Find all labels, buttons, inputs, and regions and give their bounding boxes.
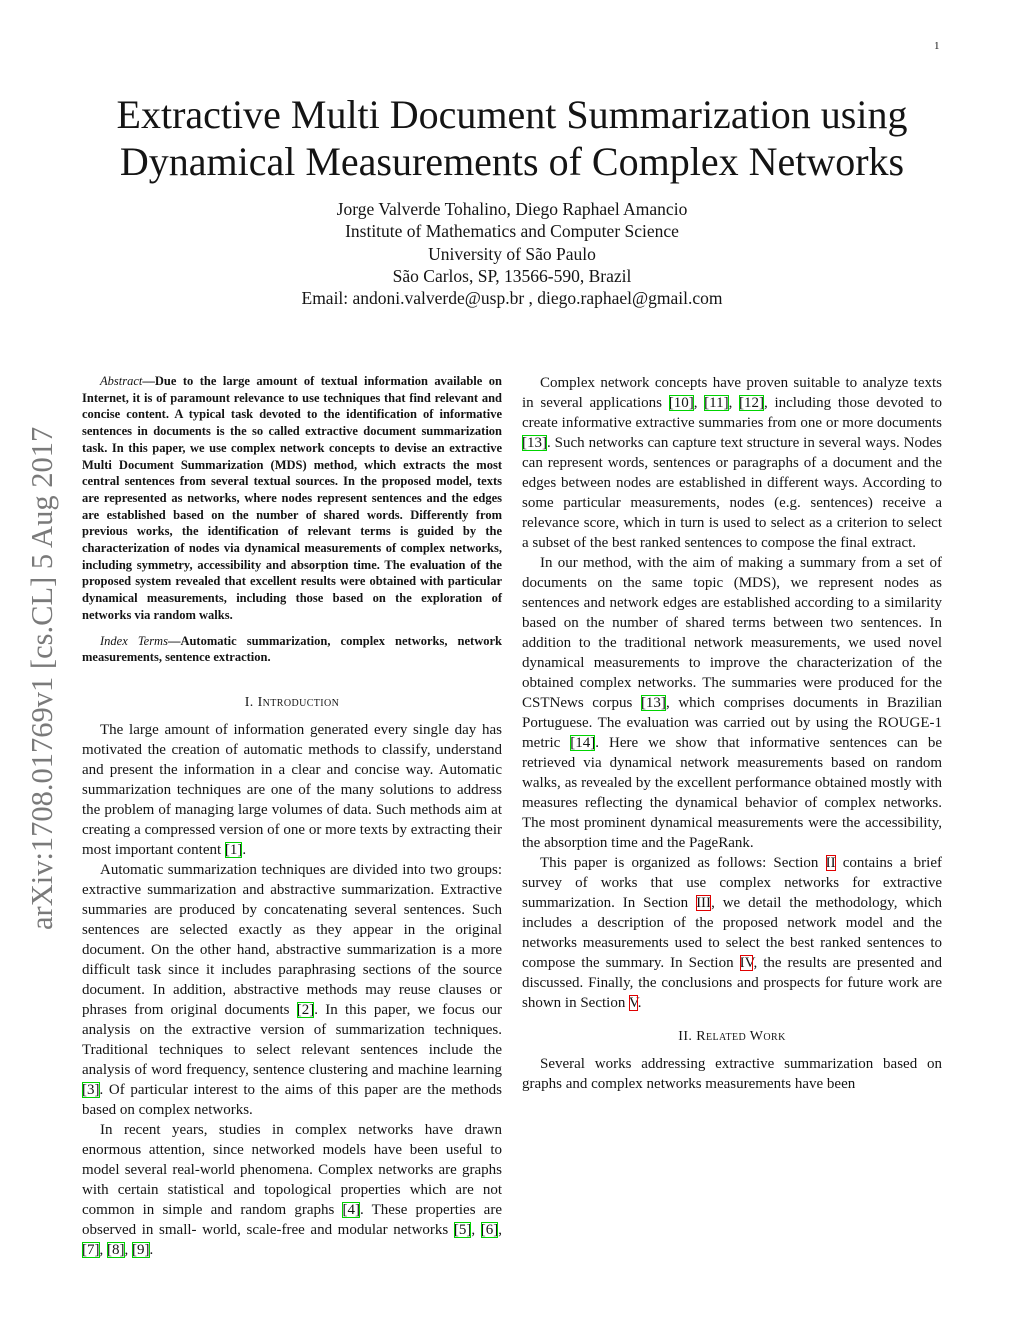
intro-paragraph-4: Complex network concepts have proven suitable to analyze texts in several applications [10], [11], [12], including those devoted to create informative extractive summaries from one or more documents [13]. Such networks can capture text structure in several ways. Nodes can represent words, sentences or paragraphs of a document and the edges between nodes are established in different ways. According to some particular measurements, nodes (e.g. sentences) receive a relevance score, which in turn is used to select as a criterion to select a subset of the best ranked sentences to compose the final extract. [522,375,943,551]
section-link[interactable]: III [696,895,712,911]
intro-text: In recent years, studies in complex networks have drawn enormous attention, since networked models have been useful to model several real-world phenomena. Complex networks are graphs with certain statistical and topological properties which are not common in simple and random graphs [82,1121,502,1218]
left-column [82,373,502,1260]
index-terms [82,633,502,666]
intro-text: . Such networks can capture text structure in several ways. Nodes can represent words, sentences or paragraphs of a document and the edges between nodes are established in different ways. According to some particular measurements, nodes (e.g. sentences) receive a relevance score, which in turn is used to select as a criterion to select a subset of the best ranked sentences to compose the final extract. [522,435,942,551]
intro-text: . [637,995,642,1011]
paper-title-line1: Extractive Multi Document Summarization using [116,92,908,137]
section-link[interactable]: IV [739,955,754,971]
intro-text: contains a brief survey of works that use complex networks for extractive summarization. In Section [522,855,942,911]
citation-link[interactable]: [11] [704,395,729,411]
intro-text: . These properties are observed in small- world, scale-free and modular networks [82,1201,502,1238]
abstract [82,373,502,624]
citation-link[interactable]: [9] [132,1241,150,1258]
intro-text: , we detail the methodology, which includes a description of the proposed network model and the networks measurements used to select the best ranked sentences to compose the summary. In Section [522,895,942,971]
citation-link[interactable]: [1] [224,841,243,858]
intro-paragraph-2 [82,860,502,1120]
intro-paragraph-3: In recent years, studies in complex networks have drawn enormous attention, since networked models have been useful to model several real-world phenomena. Complex networks are graphs with certain statistical and topological properties which are not common in simple and random graphs [4]. These properties are observed in small- world, scale-free and modular networks [5], [6], [7], [8], [9]. [82,1121,503,1258]
page-number: 1 [934,40,940,52]
citation-link[interactable]: [8] [107,1241,125,1258]
section-link[interactable]: V [628,995,638,1011]
intro-paragraph-6 [522,853,942,1013]
intro-text: . Here we show that informative sentences can be retrieved via dynamical network measurements based on random walks, as revealed by the excellent performance obtained mostly with measures reflecting the dynamical behavior of complex networks. The most prominent dynamical measurements were the accessibility, the absorption time and the PageRank. [522,735,942,851]
intro-text: The large amount of information generated every single day has motivated the creation of automatic methods to classify, understand and present the information in a clear and concise way. Automatic summarization techniques are one of the many solutions to address the problem of managing large volumes of data. Such methods aim at creating a compressed version of one or more texts by extracting their most important content [82,721,502,858]
intro-text: This paper is organized as follows: Section [540,855,826,871]
citation-link[interactable]: [12] [739,395,765,411]
citation-link[interactable]: [5] [453,1221,472,1238]
intro-text: Automatic summarization techniques are divided into two groups: extractive summarization and abstractive summarization. Extractive summaries are produced by concatenating several sentences. Such sentences are selected exactly as they appear in the original document. On the other hand, abstractive summarization is a more difficult task since it includes paraphrasing sections of the source document. In addition, abstractive methods may reuse clauses or phrases from original documents [82,861,502,1018]
right-column [522,373,942,1094]
section-link[interactable]: II [825,855,836,871]
author-location: São Carlos, SP, 13566-590, Brazil [392,265,632,286]
arxiv-identifier[interactable]: arXiv:1708.01769v1 [cs.CL] 5 Aug 2017 [25,426,59,930]
citation-link[interactable]: [2] [296,1001,315,1018]
abstract-text: —Due to the large amount of textual information available on Internet, it is of paramount relevance to use techniques that find relevant and concise content. A typical task devoted to the identification of informative sentences in documents is the so called extractive document summarization task. In this paper, we use complex network concepts to devise an extractive Multi Document Summarization (MDS) method, which extracts the most central sentences from several textual sources. In the proposed model, texts are represented as networks, where nodes represent sentences and the edges are established based on the number of shared words. Differently from previous works, the identification of relevant terms is guided by the characterization of nodes via dynamical measurements of complex networks, including symmetry, accessibility and absorption time. The evaluation of the proposed system revealed that excellent results were obtained with particular dynamical measurements, including those based on the exploration of networks via random walks. [82,374,502,622]
section-heading-related-work: II. Related Work [678,1029,786,1044]
index-terms-text: —Automatic summarization, complex networks, network measurements, sentence extraction. [82,633,502,665]
section-heading-introduction: I. Introduction [244,694,340,710]
author-email[interactable]: Email: andoni.valverde@usp.br , diego.raphael@gmail.com [301,288,723,309]
intro-paragraph-5 [522,553,942,853]
citation-link[interactable]: [7] [82,1241,100,1258]
intro-text: . Of particular interest to the aims of this paper are the methods based on complex networks. [82,1081,502,1118]
intro-text: . In this paper, we focus our analysis on the extractive version of summarization techniques. Traditional techniques to select relevant sentences include the analysis of word frequency, sentence clustering and machine learning [82,1001,502,1078]
author-institute: Institute of Mathematics and Computer Science [345,221,679,242]
citation-link[interactable]: [6] [480,1221,499,1238]
citation-link[interactable]: [14] [570,735,596,751]
intro-text: , the results are presented and discussed. Finally, the conclusions and prospects for future work are shown in Section [522,955,942,1011]
paper-title-line2: Dynamical Measurements of Complex Networks [119,139,905,184]
intro-text: , which comprises documents in Brazilian Portuguese. The evaluation was carried out by using the ROUGE-1 metric [522,695,942,751]
intro-text: . [242,841,247,858]
index-terms-label: Index Terms [100,633,168,648]
citation-link[interactable]: [13] [640,695,666,711]
citation-link[interactable]: [4] [342,1201,360,1218]
citation-link[interactable]: [13] [522,435,547,451]
intro-paragraph-1 [82,720,502,860]
paper-title [60,91,964,185]
citation-link[interactable]: [10] [668,395,694,411]
intro-text: In our method, with the aim of making a summary from a set of documents on the same topic (MDS), we represent nodes as sentences and network edges are established according to a similarity based on the number of shared terms between two sentences. In addition to the traditional network measurements, we used novel dynamical measurements to improve the characterization of the obtained complex networks. The summaries were produced for the CSTNews corpus [522,555,942,711]
abstract-label: Abstract [100,374,143,388]
author-names: Jorge Valverde Tohalino, Diego Raphael Amancio [336,199,688,219]
related-paragraph-1: Several works addressing extractive summarization based on graphs and complex networks measurements have been [522,1056,942,1092]
citation-link[interactable]: [3] [82,1081,100,1098]
author-university: University of São Paulo [428,243,596,264]
author-block [60,198,964,309]
intro-text: Complex network concepts have proven suitable to analyze texts in several applications [522,375,942,411]
intro-text: , including those devoted to create informative extractive summaries from one or more documents [522,395,943,431]
